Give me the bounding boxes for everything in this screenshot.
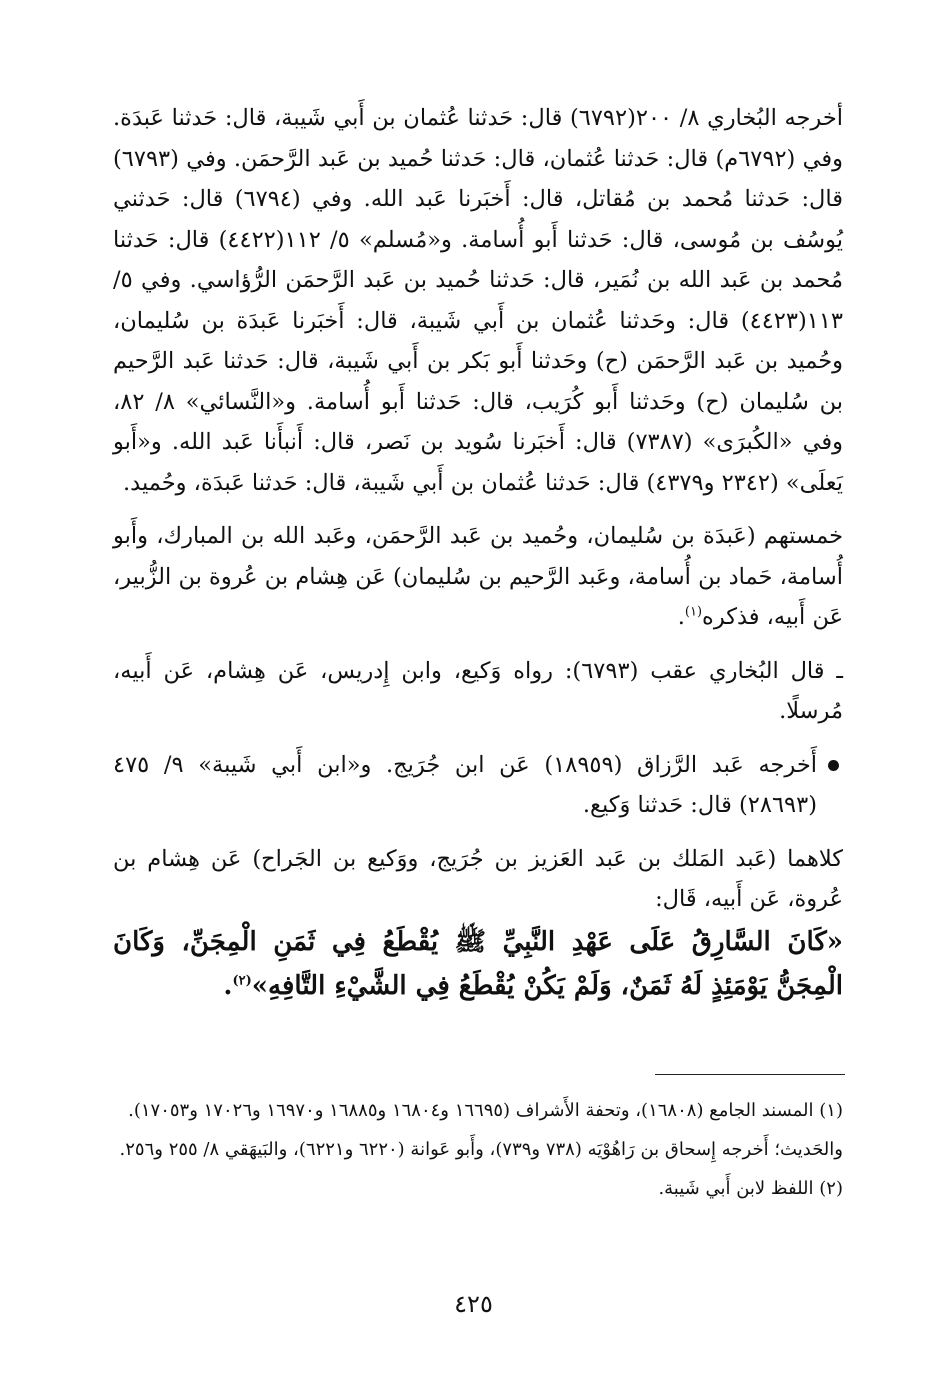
takhrij-paragraph: أخرجه البُخاري ٨/ ٢٠٠(٦٧٩٢) قال: حَدثنا عُثمان بن أَبي شَيبة، قال: حَدثنا عَبدَة. وفي (٦٧٩٢م) قال: حَدثنا عُثمان، قال: حَدثنا حُميد بن عَبد الرَّحمَن. وفي (٦٧٩٣) قال: حَدثنا مُحمد بن مُقاتل، قال: أَخبَرنا عَبد الله. وفي (٦٧٩٤) قال: حَدثني يُوسُف بن مُوسى، قال: حَدثنا أَبو أُسامة. و«مُسلم» ٥/ ١١٢(٤٤٢٢) قال: حَدثنا مُحمد بن عَبد الله بن نُمَير، قال: حَدثنا حُميد بن عَبد الرَّحمَن الرُّؤاسي. وفي ٥/ ١١٣(٤٤٢٣) قال: وحَدثنا عُثمان بن أَبي شَيبة، قال: أَخبَرنا عَبدَة بن سُليمان، وحُميد بن عَبد الرَّحمَن (ح) وحَدثنا أَبو بَكر بن أَبي شَيبة، قال: حَدثنا عَبد الرَّحيم بن سُليمان (ح) وحَدثنا أَبو كُرَيب، قال: حَدثنا أَبو أُسامة. و«النَّسائي» ٨/ ٨٢، وفي «الكُبرَى» (٧٣٨٧) قال: أَخبَرنا سُويد بن نَصر، قال: أَنبأَنا عَبد الله. و«أَبو يَعلَى» (٢٣٤٢ و٤٣٧٩) قال: حَدثنا عُثمان بن أَبي شَيبة، قال: حَدثنا عَبدَة، وحُميد.	[113, 105, 844, 496]
bullet-paragraph	[113, 745, 843, 826]
chain-summary-paragraph: خمستهم (عَبدَة بن سُليمان، وحُميد بن عَبد الرَّحمَن، وعَبد الله بن المبارك، وأَبو أُسامة، حَماد بن أُسامة، وعَبد الرَّحيم بن سُليمان) عَن هِشام بن عُروة بن الزُّبير، عَن أَبيه، فذكره$^{(١)}$.	[113, 523, 843, 630]
bullet-icon	[828, 760, 839, 771]
footnote-separator	[655, 1074, 845, 1075]
main-text	[113, 98, 843, 1008]
footnote-2: (٢) اللفظ لابن أَبي شَيبة.	[658, 1178, 843, 1199]
hadith-end: .	[223, 970, 233, 1001]
footnote-ref-2: (٢)	[232, 972, 252, 988]
footnotes	[112, 1094, 843, 1211]
chain-paragraph-2: كلاهما (عَبد المَلك بن عَبد العَزيز بن جُرَيج، ووَكيع بن الجَراح) عَن هِشام بن عُروة، عَن أَبيه، قَال:	[113, 845, 843, 912]
chain-summary-text: خمستهم (عَبدَة بن سُليمان، وحُميد بن عَبد الرَّحمَن، وعَبد الله بن المبارك، وأَبو أُسامة، حَماد بن أُسامة، وعَبد الرَّحيم بن سُليمان) عَن هِشام بن عُروة بن الزُّبير، عَن أَبيه، فذكره	[113, 523, 843, 630]
hadith-text	[113, 920, 843, 1008]
bullet-text: أَخرجه عَبد الرَّزاق (١٨٩٥٩) عَن ابن جُرَيج. و«ابن أَبي شَيبة» ٩/ ٤٧٥ (٢٨٦٩٣) قال: حَدثنا وَكيع.	[113, 751, 817, 818]
hadith-matn: «كَانَ السَّارِقُ عَلَى عَهْدِ النَّبِيِّ ﷺ يُقْطَعُ فِي ثَمَنِ الْمِجَنِّ، وَكَانَ الْمِجَنُّ يَوْمَئِذٍ لَهُ ثَمَنٌ، وَلَمْ يَكُنْ يُقْطَعُ فِي الشَّيْءِ التَّافِهِ»	[113, 926, 843, 1001]
page-number: ٤٢٥	[454, 1290, 493, 1318]
footnote-1: (١) المسند الجامع (١٦٨٠٨)، وتحفة الأَشراف (١٦٦٩٥ و١٦٨٠٤ و١٦٨٨٥ و١٦٩٧٠ و١٧٠٢٦ و١٧٠٥٣).	[128, 1100, 843, 1121]
footnote-1-continued: والحَديث؛ أَخرجه إِسحاق بن رَاهُوْيَه (٧٣٨ و٧٣٩)، وأَبو عَوانة (٦٢٢٠ و٦٢٢١)، والبَيهَقي ٨/ ٢٥٥ و٢٥٦.	[119, 1139, 843, 1160]
footnote-ref-1: (١)	[684, 604, 703, 620]
bukhari-note-paragraph: ـ قال البُخاري عقب (٦٧٩٣): رواه وَكيع، وابن إِدريس، عَن هِشام، عَن أَبيه، مُرسلًا.	[113, 657, 843, 724]
